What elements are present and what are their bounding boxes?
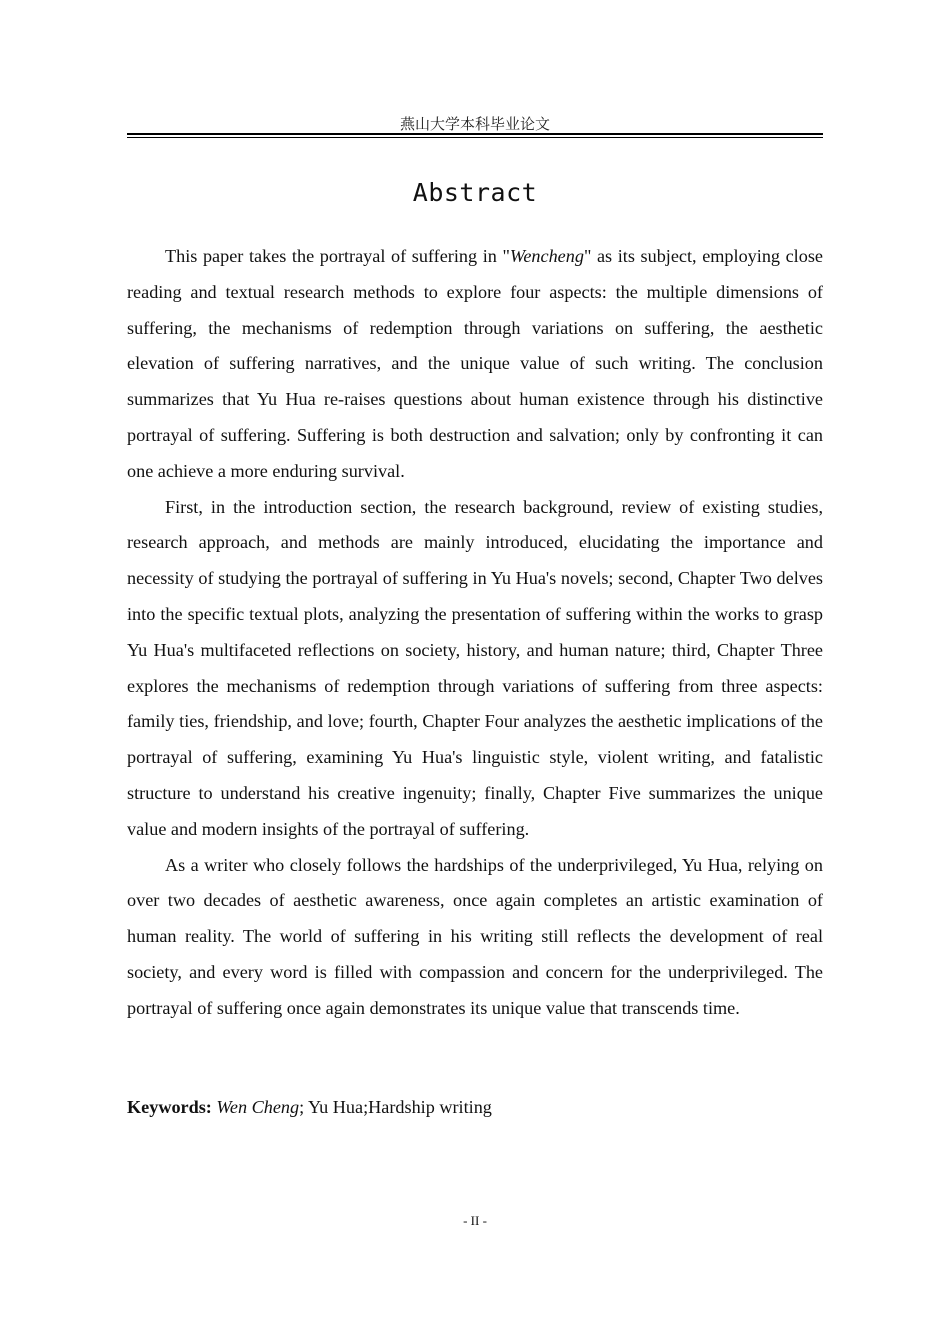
abstract-body	[127, 239, 823, 1027]
paragraph-1-rest: " as its subject, employing close reading and textual research methods to explore four aspects: the multiple dimensions of suffering, the mechanisms of redemption through variations on suffering, the aesthetic elevation of suffering narratives, and the unique value of such writing. The conclusion summarizes that Yu Hua re-raises questions about human existence through his distinctive portrayal of suffering. Suffering is both destruction and salvation; only by confronting it can one achieve a more enduring survival.	[127, 246, 823, 481]
keywords-rest: ; Yu Hua;Hardship writing	[299, 1097, 492, 1117]
abstract-paragraph-2: First, in the introduction section, the research background, review of existing studies, research approach, and methods are mainly introduced, elucidating the importance and necessity of studying the portrayal of suffering in Yu Hua's novels; second, Chapter Two delves into the specific textual plots, analyzing the presentation of suffering within the works to grasp Yu Hua's multifaceted reflections on society, history, and human nature; third, Chapter Three explores the mechanisms of redemption through variations of suffering from three aspects: family ties, friendship, and love; fourth, Chapter Four analyzes the aesthetic implications of the portrayal of suffering, examining Yu Hua's linguistic style, violent writing, and fatalistic structure to understand his creative ingenuity; finally, Chapter Five summarizes the unique value and modern insights of the portrayal of suffering.	[127, 496, 823, 839]
page-title: Abstract	[412, 178, 538, 207]
page-number: - II -	[463, 1213, 487, 1228]
paragraph-1-lead: This paper takes the portrayal of suffering in "	[165, 246, 510, 266]
running-header: 燕山大学本科毕业论文	[399, 115, 550, 133]
abstract-paragraph-1	[127, 239, 823, 490]
work-title-wencheng: Wencheng	[509, 246, 584, 266]
abstract-paragraph-3: As a writer who closely follows the hardships of the underprivileged, Yu Hua, relying on over two decades of aesthetic awareness, once again completes an artistic examination of human reality. The world of suffering in his writing still reflects the development of real society, and every word is filled with compassion and concern for the underprivileged. The portrayal of suffering once again demonstrates its unique value that transcends time.	[127, 854, 823, 1018]
header-double-rule	[127, 133, 823, 138]
keyword-wen-cheng: Wen Cheng	[216, 1097, 300, 1117]
keywords-label: Keywords:	[127, 1097, 212, 1117]
keywords-line	[127, 1093, 823, 1121]
